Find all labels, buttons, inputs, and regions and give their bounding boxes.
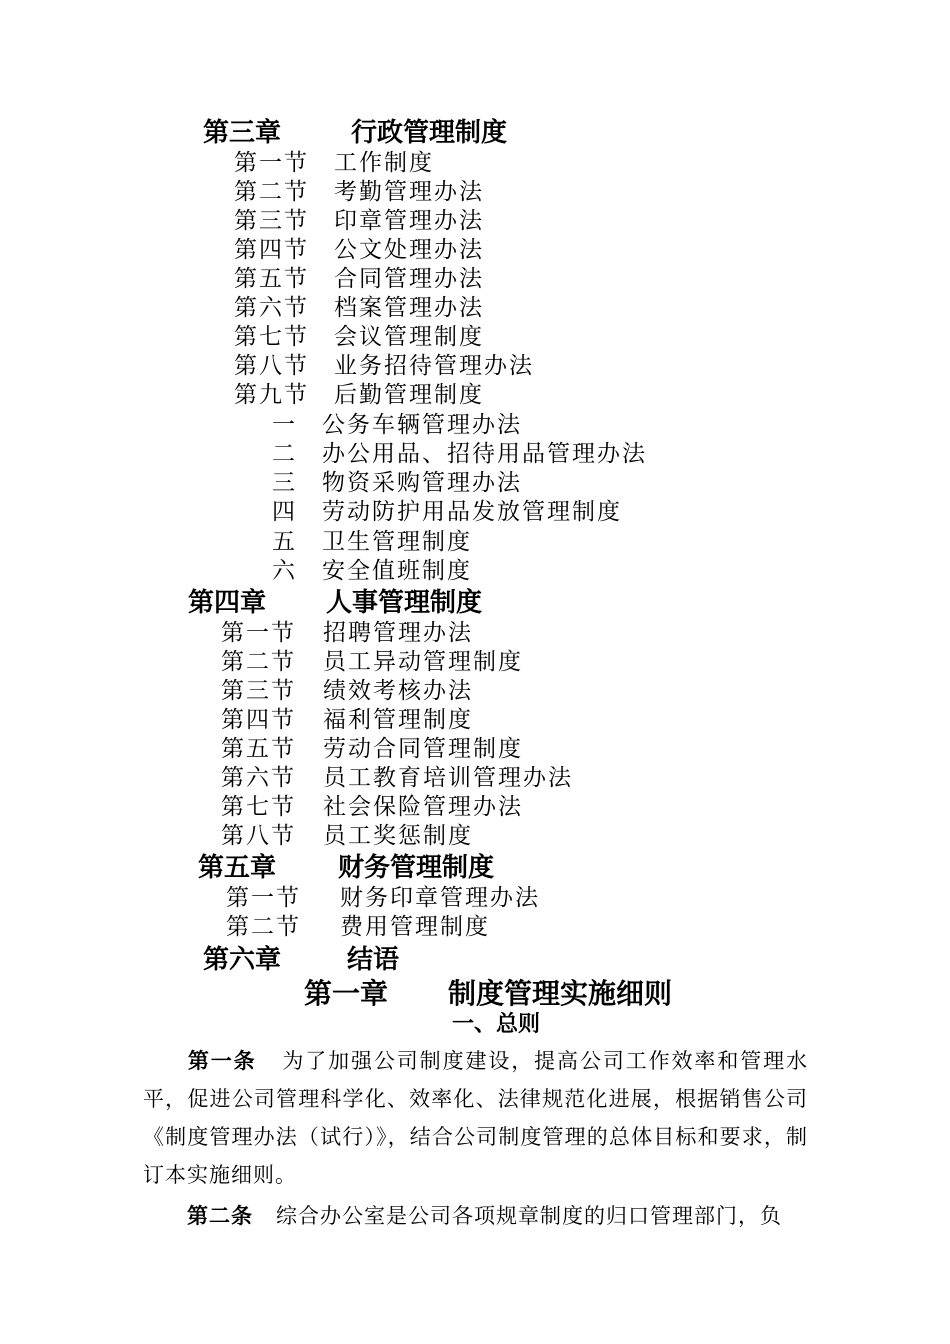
section-number: 第四节 (234, 237, 309, 263)
section-number: 第七节 (221, 794, 296, 820)
chapter-number: 第一章 (304, 977, 389, 1010)
section-number: 第九节 (234, 382, 309, 408)
section-line (234, 210, 484, 233)
chapter-title: 人事管理制度 (326, 588, 483, 618)
article-text: 为了加强公司制度建设，提高公司工作效率和管理水平，促进公司管理科学化、效率化、法律规范化进展，根据销售公司《制度管理办法（试行）》，结合公司制度管理的总体目标和要求，制订本实施细则。 (143, 1049, 809, 1187)
section-number: 第三节 (234, 208, 309, 234)
chapter-4-heading (188, 590, 482, 616)
section-title: 绩效考核办法 (323, 678, 473, 704)
subsection-title: 卫生管理制度 (322, 529, 472, 555)
section-line (221, 680, 473, 703)
section-number: 第六节 (221, 765, 296, 791)
section-number: 第二节 (221, 649, 296, 675)
subsection-line (272, 560, 472, 583)
section-line (221, 767, 573, 790)
body-chapter-heading (304, 977, 673, 1010)
section-line (234, 355, 534, 378)
article-label: 第一条 (187, 1049, 257, 1073)
chapter-title: 结语 (347, 945, 400, 975)
subsection-title: 物资采购管理办法 (322, 470, 522, 496)
subsection-title: 办公用品、招待用品管理办法 (322, 441, 647, 467)
article-1-paragraph (143, 1042, 808, 1194)
section-title: 印章管理办法 (334, 208, 484, 234)
article-2-paragraph (143, 1197, 808, 1235)
section-line (221, 796, 523, 819)
subsection-line (272, 414, 522, 437)
article-label: 第二条 (187, 1204, 253, 1228)
section-line (221, 825, 473, 848)
chapter-number: 第五章 (198, 853, 277, 883)
section-title: 后勤管理制度 (334, 382, 484, 408)
article-text: 综合办公室是公司各项规章制度的归口管理部门，负 (276, 1204, 783, 1228)
section-number: 第一节 (234, 150, 309, 176)
section-title: 福利管理制度 (323, 707, 473, 733)
section-title: 财务印章管理办法 (340, 885, 540, 911)
section-number: 第一节 (221, 620, 296, 646)
subsection-line (272, 531, 472, 554)
chapter-number: 第三章 (203, 118, 282, 148)
section-title: 公文处理办法 (334, 237, 484, 263)
chapter-title: 财务管理制度 (338, 853, 495, 883)
chapter-number: 第四章 (188, 588, 267, 618)
section-line (234, 152, 434, 175)
subsection-number: 一 (272, 412, 297, 438)
section-title: 员工教育培训管理办法 (323, 765, 573, 791)
chapter-title: 制度管理实施细则 (448, 977, 673, 1010)
section-line (234, 297, 484, 320)
section-number: 第二节 (234, 179, 309, 205)
subsection-number: 五 (272, 529, 297, 555)
section-number: 第三节 (221, 678, 296, 704)
section-number: 第七节 (234, 324, 309, 350)
section-title: 费用管理制度 (340, 914, 490, 940)
section-line (221, 651, 523, 674)
subsection-title: 公务车辆管理办法 (322, 412, 522, 438)
section-title: 员工异动管理制度 (323, 649, 523, 675)
section-title: 劳动合同管理制度 (323, 736, 523, 762)
chapter-5-heading (198, 855, 494, 881)
section-line (234, 268, 484, 291)
section-title: 员工奖惩制度 (323, 823, 473, 849)
section-title: 招聘管理办法 (323, 620, 473, 646)
chapter-6-heading (203, 947, 399, 973)
section-line (234, 326, 484, 349)
section-number: 第五节 (221, 736, 296, 762)
section-title: 工作制度 (334, 150, 434, 176)
chapter-title: 行政管理制度 (351, 118, 508, 148)
section-line (226, 887, 540, 910)
subsection-line (272, 501, 622, 524)
section-title: 考勤管理办法 (334, 179, 484, 205)
section-number: 第四节 (221, 707, 296, 733)
section-title: 档案管理办法 (334, 295, 484, 321)
subsection-number: 二 (272, 441, 297, 467)
section-number: 第五节 (234, 266, 309, 292)
chapter-3-heading (203, 120, 507, 146)
subsection-number: 六 (272, 558, 297, 584)
section-line (226, 916, 490, 939)
section-line (221, 622, 473, 645)
subsection-line (272, 443, 647, 466)
section-line (234, 181, 484, 204)
section-title: 业务招待管理办法 (334, 353, 534, 379)
section-heading: 一、总则 (452, 1012, 541, 1037)
section-title: 合同管理办法 (334, 266, 484, 292)
section-number: 第一节 (226, 885, 301, 911)
section-line (234, 384, 484, 407)
subsection-title: 安全值班制度 (322, 558, 472, 584)
subsection-number: 四 (272, 499, 297, 525)
subsection-number: 三 (272, 470, 297, 496)
chapter-number: 第六章 (203, 945, 282, 975)
section-number: 第八节 (234, 353, 309, 379)
section-title: 社会保险管理办法 (323, 794, 523, 820)
section-number: 第八节 (221, 823, 296, 849)
subsection-line (272, 472, 522, 495)
section-line (234, 239, 484, 262)
section-number: 第二节 (226, 914, 301, 940)
subsection-title: 劳动防护用品发放管理制度 (322, 499, 622, 525)
section-title: 会议管理制度 (334, 324, 484, 350)
section-line (221, 709, 473, 732)
section-line (221, 738, 523, 761)
section-number: 第六节 (234, 295, 309, 321)
